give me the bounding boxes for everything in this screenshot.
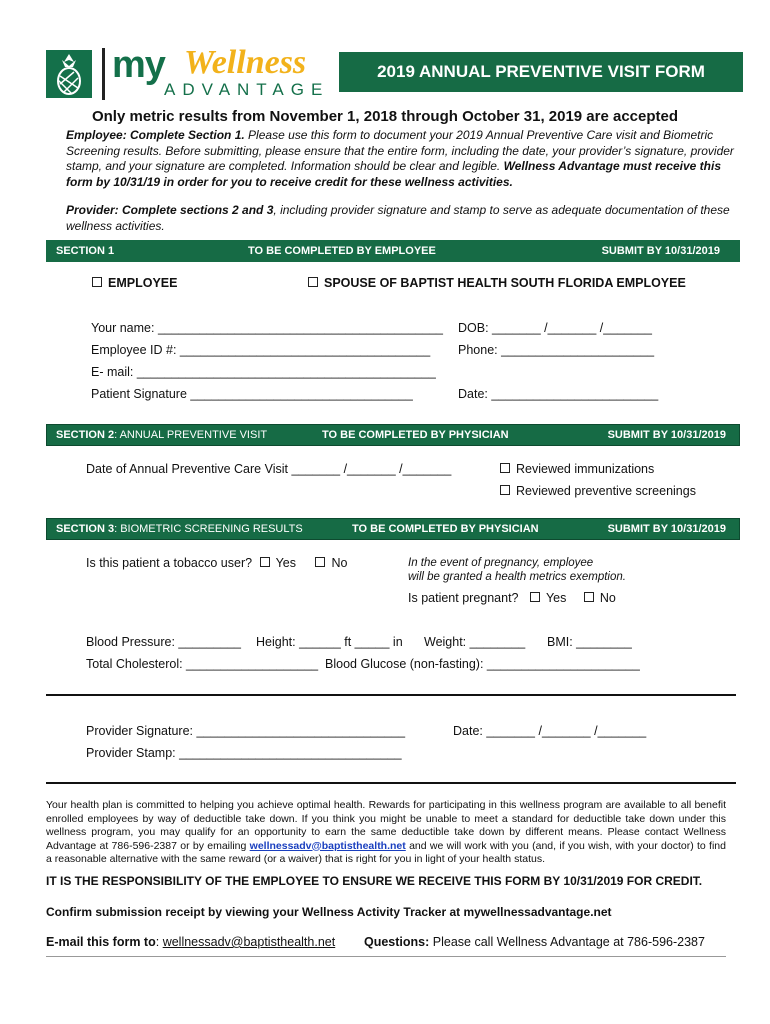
section2-label-rest: : ANNUAL PREVENTIVE VISIT	[114, 429, 268, 441]
employee-instructions-text: Please use this form to document your 2019 Annual Preventive Care visit and Biometric Screening results. Before submitting, please ensure that the entire form, including the date, your provider’s signature, provider stamp, and your signature are completed. Information should be clear and legible.	[66, 128, 734, 173]
provider-stamp-field[interactable]: Provider Stamp: ________________________________	[86, 746, 402, 760]
email-form-label: E-mail this form to	[46, 935, 156, 949]
section2-mid: TO BE COMPLETED BY PHYSICIAN	[322, 429, 509, 441]
dob-field[interactable]: DOB: _______ /_______ /_______	[458, 321, 652, 335]
bmi-field[interactable]: BMI: ________	[547, 635, 632, 649]
footer-para-1: Your health plan is committed to helping you achieve optimal health. Rewards for participating in this wellness program are available to all benefit enrolled employees by way of deductible take down. If you think you might be unable to meet a standard for deductible take down under this wellness program, you may qualify for an opportunity to earn the same deductible take down by different means. Please contact Wellness Advantage at 786-596-2387 or by emailing	[46, 799, 726, 852]
tobacco-no-label: No	[331, 556, 348, 570]
tobacco-question	[86, 556, 347, 570]
headline: Only metric results from November 1, 2018 through October 31, 2019 are accepted	[91, 108, 679, 125]
reviewed-screenings-label: Reviewed preventive screenings	[516, 484, 696, 498]
blood-pressure-field[interactable]: Blood Pressure: _________	[86, 635, 241, 649]
email-form-line	[46, 935, 335, 949]
email-form-separator: :	[155, 935, 163, 949]
questions-label: Questions:	[364, 935, 430, 949]
logo-wellness-text: Wellness	[184, 44, 307, 81]
phone-field[interactable]: Phone: ______________________	[458, 343, 655, 357]
email-field[interactable]: E- mail: ___________________________________________	[91, 365, 436, 379]
employee-instructions	[66, 128, 738, 190]
screenings-checkbox[interactable]	[500, 485, 510, 495]
footer-email-link[interactable]: wellnessadv@baptisthealth.net	[249, 839, 406, 852]
provider-date-field[interactable]: Date: _______ /_______ /_______	[453, 724, 647, 738]
tobacco-yes-checkbox[interactable]	[260, 557, 270, 567]
employee-option-label: EMPLOYEE	[108, 276, 178, 290]
pregnant-question	[408, 591, 616, 605]
pregnant-no-label: No	[599, 591, 616, 605]
section2-header	[46, 424, 740, 446]
section3-label-bold: SECTION 3	[56, 523, 115, 535]
section3-label-rest: : BIOMETRIC SCREENING RESULTS	[114, 523, 303, 535]
tobacco-yes-label: Yes	[275, 556, 296, 570]
employee-checkbox[interactable]	[92, 277, 102, 287]
divider-bottom	[46, 782, 736, 784]
visit-date-field[interactable]: Date of Annual Preventive Care Visit _______ /_______ /_______	[86, 462, 452, 476]
employee-option[interactable]	[92, 276, 177, 290]
section1-mid: TO BE COMPLETED BY EMPLOYEE	[248, 245, 436, 257]
tobacco-no-checkbox[interactable]	[315, 557, 325, 567]
provider-instructions-text: , including provider signature and stamp to serve as adequate documentation of these wellness activities.	[66, 203, 730, 233]
cholesterol-field[interactable]: Total Cholesterol: ___________________	[86, 657, 319, 671]
footer-paragraph	[46, 799, 726, 867]
provider-instructions	[66, 203, 738, 234]
reviewed-screenings[interactable]	[500, 484, 696, 498]
spouse-checkbox[interactable]	[308, 277, 318, 287]
footer-rule	[46, 956, 726, 957]
employee-id-field[interactable]: Employee ID #: ____________________________________	[91, 343, 431, 357]
divider-top	[46, 694, 736, 696]
employee-instructions-deadline: Wellness Advantage must receive this form by 10/31/19 in order for you to receive credit for these wellness activities.	[66, 159, 722, 189]
section3-label	[56, 523, 303, 535]
section3-header	[46, 518, 740, 540]
height-field[interactable]: Height: ______ ft _____ in	[256, 635, 403, 649]
pineapple-icon	[46, 50, 92, 98]
section1-label: SECTION 1	[56, 245, 115, 257]
provider-instructions-bold: Provider: Complete sections 2 and 3	[66, 203, 274, 217]
patient-date-field[interactable]: Date: ________________________	[458, 387, 659, 401]
logo-my-text: my	[112, 44, 165, 86]
your-name-field[interactable]: Your name: _________________________________________	[91, 321, 443, 335]
section2-label	[56, 429, 267, 441]
footer-para-2: and we will work with you (and, if you wish, with your doctor) to find a reasonable alternative with the same reward (or a waiver) that is right for you in light of your health status.	[46, 839, 726, 865]
responsibility-notice: IT IS THE RESPONSIBILITY OF THE EMPLOYEE TO ENSURE WE RECEIVE THIS FORM BY 10/31/2019 FOR CREDIT.	[46, 874, 703, 888]
pregnancy-note-line2: will be granted a health metrics exemption.	[408, 571, 626, 583]
confirm-notice: Confirm submission receipt by viewing your Wellness Activity Tracker at mywellnessadvantage.net	[46, 905, 612, 919]
provider-signature-field[interactable]: Provider Signature: ______________________________	[86, 724, 406, 738]
questions-text: Please call Wellness Advantage at 786-596-2387	[429, 935, 705, 949]
pregnant-yes-label: Yes	[545, 591, 567, 605]
section1-submit: SUBMIT BY 10/31/2019	[601, 245, 720, 257]
logo-advantage-text: ADVANTAGE	[164, 80, 330, 99]
section3-submit: SUBMIT BY 10/31/2019	[607, 523, 726, 535]
pregnant-question-label: Is patient pregnant?	[408, 591, 519, 605]
section2-label-bold: SECTION 2	[56, 429, 115, 441]
employee-instructions-bold: Employee: Complete Section 1.	[66, 128, 245, 142]
glucose-field[interactable]: Blood Glucose (non-fasting): ______________________	[325, 657, 640, 671]
pregnancy-note	[408, 556, 626, 584]
reviewed-immunizations[interactable]	[500, 462, 654, 476]
logo	[46, 44, 336, 104]
pregnant-yes-checkbox[interactable]	[530, 592, 540, 602]
pregnancy-note-line1: In the event of pregnancy, employee	[408, 557, 594, 569]
section2-submit: SUBMIT BY 10/31/2019	[607, 429, 726, 441]
section1-header	[46, 240, 740, 262]
immunizations-checkbox[interactable]	[500, 463, 510, 473]
form-title: 2019 ANNUAL PREVENTIVE VISIT FORM	[339, 52, 743, 92]
spouse-option-label: SPOUSE OF BAPTIST HEALTH SOUTH FLORIDA EMPLOYEE	[324, 276, 686, 290]
questions-line	[364, 935, 705, 949]
reviewed-immunizations-label: Reviewed immunizations	[516, 462, 655, 476]
tobacco-question-label: Is this patient a tobacco user?	[86, 556, 253, 570]
patient-signature-field[interactable]: Patient Signature ________________________________	[91, 387, 413, 401]
email-form-address[interactable]: wellnessadv@baptisthealth.net	[162, 935, 336, 949]
section3-mid: TO BE COMPLETED BY PHYSICIAN	[352, 523, 539, 535]
weight-field[interactable]: Weight: ________	[424, 635, 526, 649]
logo-divider	[102, 48, 105, 100]
pregnant-no-checkbox[interactable]	[584, 592, 594, 602]
spouse-option[interactable]	[308, 276, 686, 290]
